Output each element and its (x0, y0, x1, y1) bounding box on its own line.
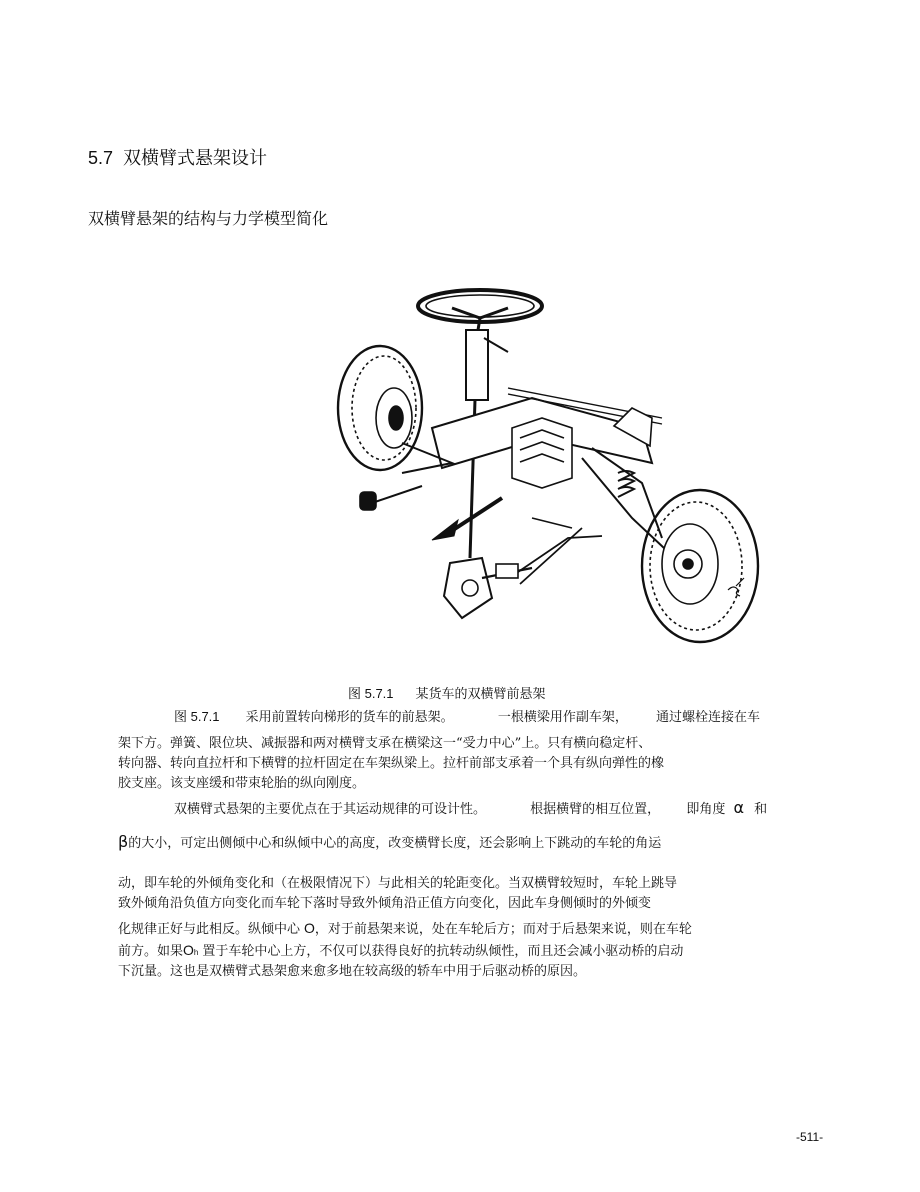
p1-line-1-part-a: 采用前置转向梯形的货车的前悬架。 (245, 710, 454, 725)
page-number: -511- (796, 1130, 824, 1144)
p2-line-1-part-a: 双横臂式悬架的主要优点在于其运动规律的可设计性。 (174, 802, 487, 817)
figure-reference: 图 5.7.1 (174, 709, 220, 724)
alpha-symbol: α (733, 798, 745, 817)
p2-line-5-part-b: ，对于前悬架来说，处在车轮后方；而对于后悬架来说，则在车轮 (314, 922, 692, 937)
oh-subscript: h (193, 948, 199, 957)
p2-line-6 (118, 942, 683, 961)
caption-number: 图 5.7.1 (348, 686, 394, 701)
p2-line-6-part-a: 前方。如果 (118, 944, 184, 959)
steering-gear (444, 518, 602, 618)
figure-caption (348, 683, 546, 702)
p2-line-2-text: 的大小，可定出侧倾中心和纵倾中心的高度，改变横臂长度，还会影响上下跳动的车轮的角运 (128, 836, 662, 851)
p1-line-1-part-b: 一根横梁用作副车架， (497, 710, 628, 725)
section-heading (88, 144, 267, 170)
p2-line-6-part-b: 置于车轮中心上方，不仅可以获得良好的抗转动纵倾性，而且还会减小驱动桥的启动 (202, 944, 684, 959)
p2-line-1-part-b: 根据横臂的相互位置， (530, 802, 661, 817)
oh-symbol: O (183, 942, 194, 958)
caption-text: 某货车的双横臂前悬架 (415, 687, 546, 702)
o-symbol: O (304, 920, 315, 936)
p2-line-4: 致外倾角沿负值方向变化而车轮下落时导致外倾角沿正值方向变化，因此车身侧倾时的外倾变 (118, 896, 652, 911)
p2-line-1 (174, 800, 767, 818)
p1-line-1 (174, 709, 760, 726)
p2-line-2 (118, 834, 661, 852)
p1-line-4: 胶支座。该支座缓和带束轮胎的纵向刚度。 (118, 776, 366, 791)
section-number: 5.7 (88, 148, 114, 168)
left-wheel (338, 346, 422, 470)
p2-line-3: 动，即车轮的外倾角变化和（在极限情况下）与此相关的轮距变化。当双横臂较短时，车轮上跳导 (118, 876, 678, 891)
section-title: 双横臂式悬架设计 (123, 148, 268, 169)
right-wheel (642, 490, 758, 642)
p2-line-7: 下沉量。这也是双横臂式悬架愈来愈多地在较高级的轿车中用于后驱动桥的原因。 (118, 964, 587, 979)
sub-heading: 双横臂悬架的结构与力学模型简化 (88, 209, 329, 228)
beta-symbol: β (118, 832, 129, 851)
p2-line-1-part-c: 即角度 (686, 802, 726, 817)
suspension-illustration (332, 278, 764, 650)
p2-line-1-part-d: 和 (754, 802, 768, 817)
steering-wheel (418, 290, 542, 330)
p1-line-1-part-c: 通过螺栓连接在车 (655, 710, 760, 725)
artist-signature (728, 578, 744, 596)
direction-arrow (432, 498, 502, 540)
p1-line-3: 转向器、转向直拉杆和下横臂的拉杆固定在车架纵梁上。拉杆前部支承着一个具有纵向弹性的橡 (118, 756, 665, 771)
p2-line-5-part-a: 化规律正好与此相反。纵倾中心 (118, 922, 301, 937)
p2-line-5 (118, 920, 692, 938)
p1-line-2: 架下方。弹簧、限位块、减振器和两对横臂支承在横梁这一“受力中心”上。只有横向稳定杆、 (118, 736, 652, 751)
